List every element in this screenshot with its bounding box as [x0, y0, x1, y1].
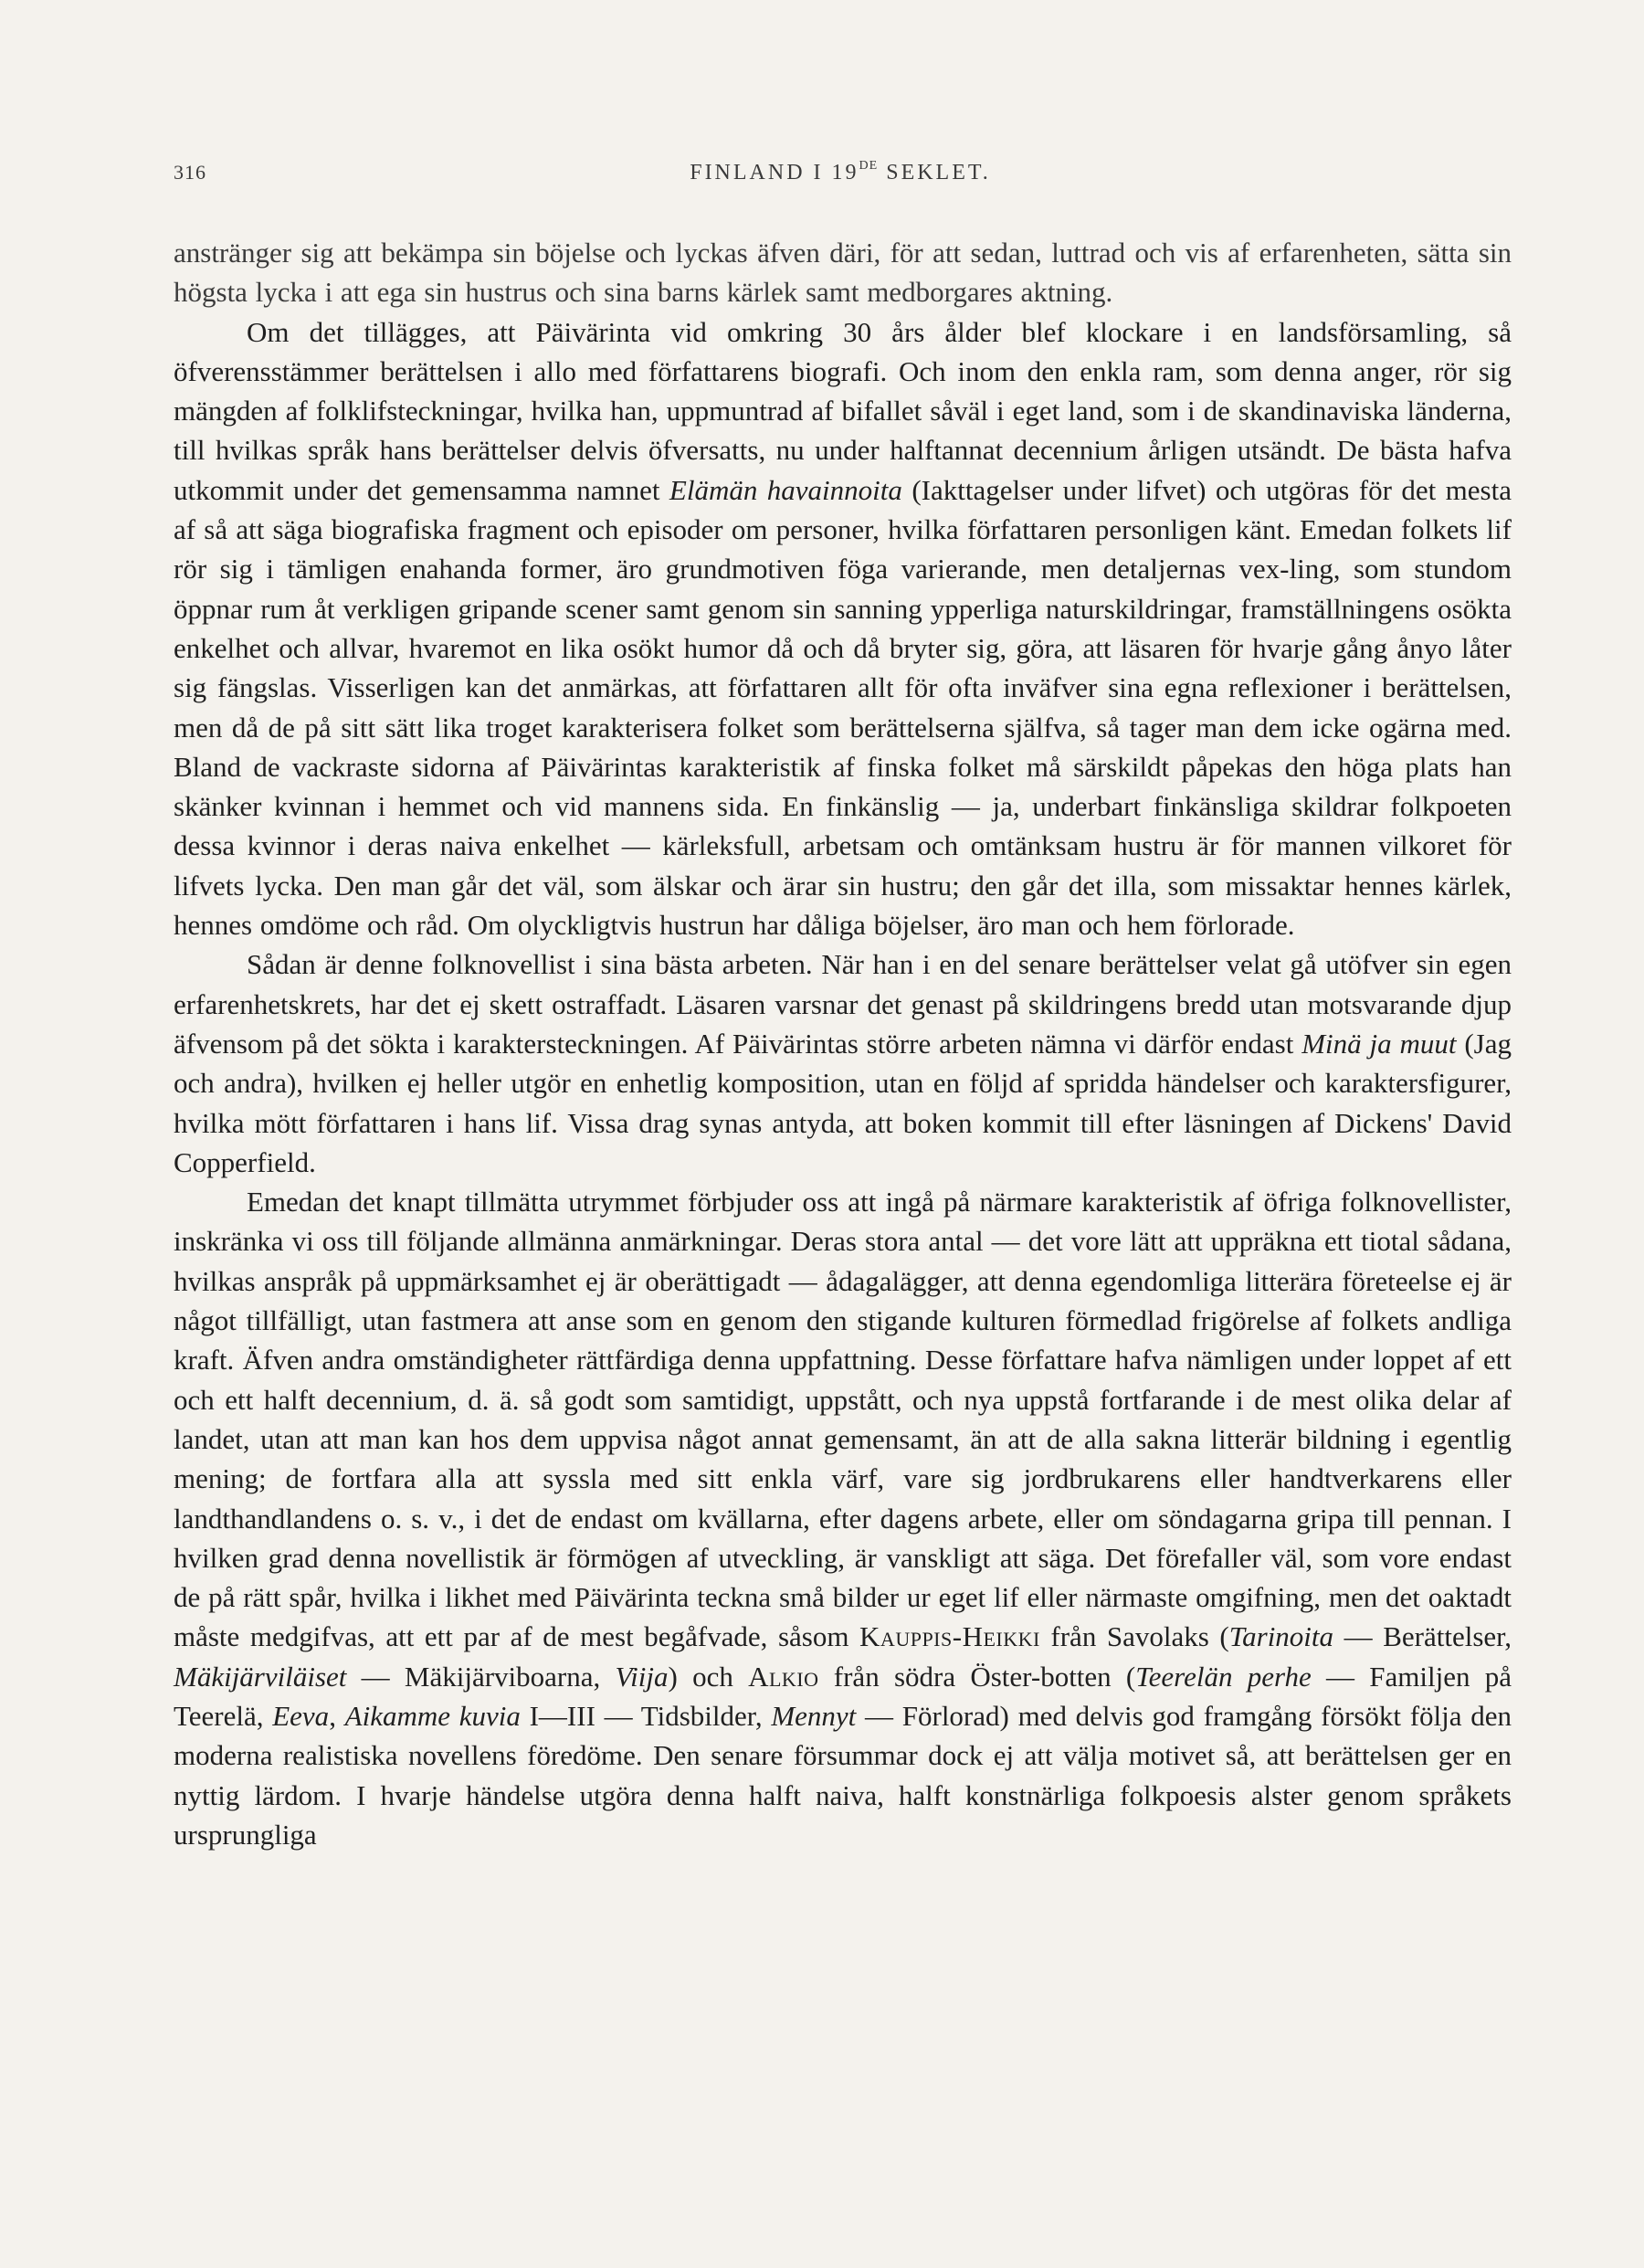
- paragraph-4: [174, 1182, 1512, 1854]
- italic-title: Elämän havainnoita: [669, 473, 902, 506]
- text-run: — Mäkijärviboarna,: [346, 1660, 616, 1693]
- text-run: Om det tillägges, att Päivärinta vid omkring 30 års ålder blef klockare i en landsförsamling, så öfverensstämmer berättelsen i allo med författarens biografi. Och inom den enkla ram, som denna anger, rör sig mängden af folklifsteckningar, hvilka han, uppmuntrad af bifallet såväl i eget land, som i de skandinaviska länderna, till hvilkas språk hans berättelser delvis öfversatts, nu under halftannat decennium årligen utsändt. De bästa hafva utkommit under det gemensamma namnet: [174, 315, 1512, 506]
- text-run: — Familjen på Teerelä,: [174, 1660, 1512, 1732]
- text-run: Emedan det knapt tillmätta utrymmet förbjuder oss att ingå på närmare karakteristik af öfriga folknovellister, inskränka vi oss till följande allmänna anmärkningar. Deras stora antal — det vore lätt att uppräkna ett tiotal sådana, hvilkas anspråk på uppmärksamhet ej är oberättigadt — ådagalägger, att denna egendomliga litterära företeelse ej är något tillfälligt, utan fastmera att anse som en genom den stigande kulturen förmedlad frigörelse af folkets andliga kraft. Äfven andra omständigheter rättfärdiga denna uppfattning. Desse författare hafva nämligen under loppet af ett och ett halft decennium, d. ä. så godt som samtidigt, uppstått, och nya uppstå fortfarande i de mest olika delar af landet, utan att man kan hos dem uppvisa något annat gemensamt, än att de alla sakna litterär bildning i egentlig mening; de fortfara alla att syssla med sitt enkla värf, vare sig jordbrukarens eller handtverkarens eller landthandlandens o. s. v., i det de endast om kvällarna, efter dagens arbete, eller om söndagarna gripa till pennan. I hvilken grad denna novellistik är förmögen af utveckling, är vanskligt att säga. Det förefaller väl, som vore endast de på rätt spår, hvilka i likhet med Päivärinta teckna små bilder ur eget lif eller närmaste omgifning, men det oaktadt måste medgifvas, att ett par af de mest begåfvade, såsom: [174, 1186, 1512, 1653]
- italic-title: Aikamme kuvia: [344, 1699, 521, 1732]
- running-head: [174, 161, 1507, 185]
- text-run: anstränger sig att bekämpa sin böjelse och lyckas äfven däri, för att sedan, luttrad och vis af erfarenheten, sätta sin högsta lycka i att ega sin hustrus och sina barns kärlek samt medborgares aktning.: [174, 237, 1512, 309]
- text-run: (Jag och andra), hvilken ej heller utgör en enhetlig komposition, utan en följd af spridda händelser och karaktersfigurer, hvilka mött författaren i hans lif. Vissa drag synas antyda, att boken kommit till efter läsningen af Dickens' David Copperfield.: [174, 1027, 1512, 1178]
- running-head-main: FINLAND I 19: [690, 161, 859, 185]
- text-run: från Savolaks (: [1039, 1620, 1229, 1653]
- text-run: — Berättelser,: [1333, 1620, 1512, 1653]
- paragraph-3: [174, 944, 1512, 1182]
- italic-title: Mennyt: [771, 1699, 857, 1732]
- body-text: [174, 233, 1512, 1854]
- text-run: Sådan är denne folknovellist i sina bästa arbeten. När han i en del senare berättelser velat gå utöfver sin egen erfarenhetskrets, har det ej skett ostraffadt. Läsaren varsnar det genast på skildringens bredd utan motsvarande djup äfvensom på det sökta i karaktersteckningen. Af Päivärintas större arbeten nämna vi därför endast: [174, 948, 1512, 1060]
- italic-title: Viija: [615, 1660, 669, 1693]
- text-run: — Förlorad) med delvis god framgång försökt följa den moderna realistiska novellens föredöme. Den senare försummar dock ej att välja motivet så, att berättelsen ger en nyttig lärdom. I hvarje händelse utgöra denna halft naiva, halft konstnärliga folkpoesis alster genom språkets ursprungliga: [174, 1699, 1512, 1851]
- italic-title: Minä ja muut: [1302, 1027, 1457, 1060]
- italic-title: Teerelän perhe: [1135, 1660, 1312, 1693]
- running-head-tail: SEKLET.: [878, 161, 991, 185]
- text-run: I—III — Tidsbilder,: [520, 1699, 772, 1732]
- text-run: (Iakttagelser under lifvet) och utgöras för det mesta af så att säga biografiska fragment och episoder om personer, hvilka författaren personligen känt. Emedan folkets lif rör sig i tämligen enahanda former, äro grundmotiven föga varierande, men detaljernas vex-ling, som stundom öppnar rum åt verkligen gripande scener samt genom sin sanning ypperliga naturskildringar, framställningens osökta enkelhet och allvar, hvaremot en lika osökt humor då och då bryter sig, göra, att läsaren för hvarje gång ånyo låter sig fängslas. Visserligen kan det anmärkas, att författaren allt för ofta inväfver sina egna reflexioner i berättelsen, men då de på sitt sätt lika troget karakterisera folket som berättelserna själfva, så tager man dem icke ogärna med. Bland de vackraste sidorna af Päivärintas karakteristik af finska folket må särskildt påpekas den höga plats han skänker kvinnan i hemmet och vid mannens sida. En finkänslig — ja, underbart finkänsliga skildrar folkpoeten dessa kvinnor i deras naiva enkelhet — kärleksfull, arbetsam och omtänksam hustru är för mannen vilkoret för lifvets lycka. Den man går det väl, som älskar och ärar sin hustru; den går det illa, som missaktar hennes kärlek, hennes omdöme och råd. Om olyckligtvis hustrun har dåliga böjelser, äro man och hem förlorade.: [174, 473, 1512, 942]
- page-number: 316: [174, 161, 206, 184]
- italic-title: Mäkijärviläiset: [174, 1660, 347, 1693]
- text-run: från södra Öster-botten (: [818, 1660, 1136, 1693]
- paragraph-1: [174, 233, 1512, 312]
- author-name: Kauppis-Heikki: [859, 1620, 1040, 1653]
- text-run: ) och: [668, 1660, 749, 1693]
- paragraph-2: [174, 312, 1512, 945]
- italic-title: Eeva: [272, 1699, 330, 1732]
- author-name: Alkio: [748, 1660, 819, 1693]
- italic-title: Tarinoita: [1228, 1620, 1334, 1653]
- running-head-superscript: DE: [859, 159, 879, 173]
- page-header: [174, 161, 1507, 192]
- text-run: ,: [329, 1699, 345, 1732]
